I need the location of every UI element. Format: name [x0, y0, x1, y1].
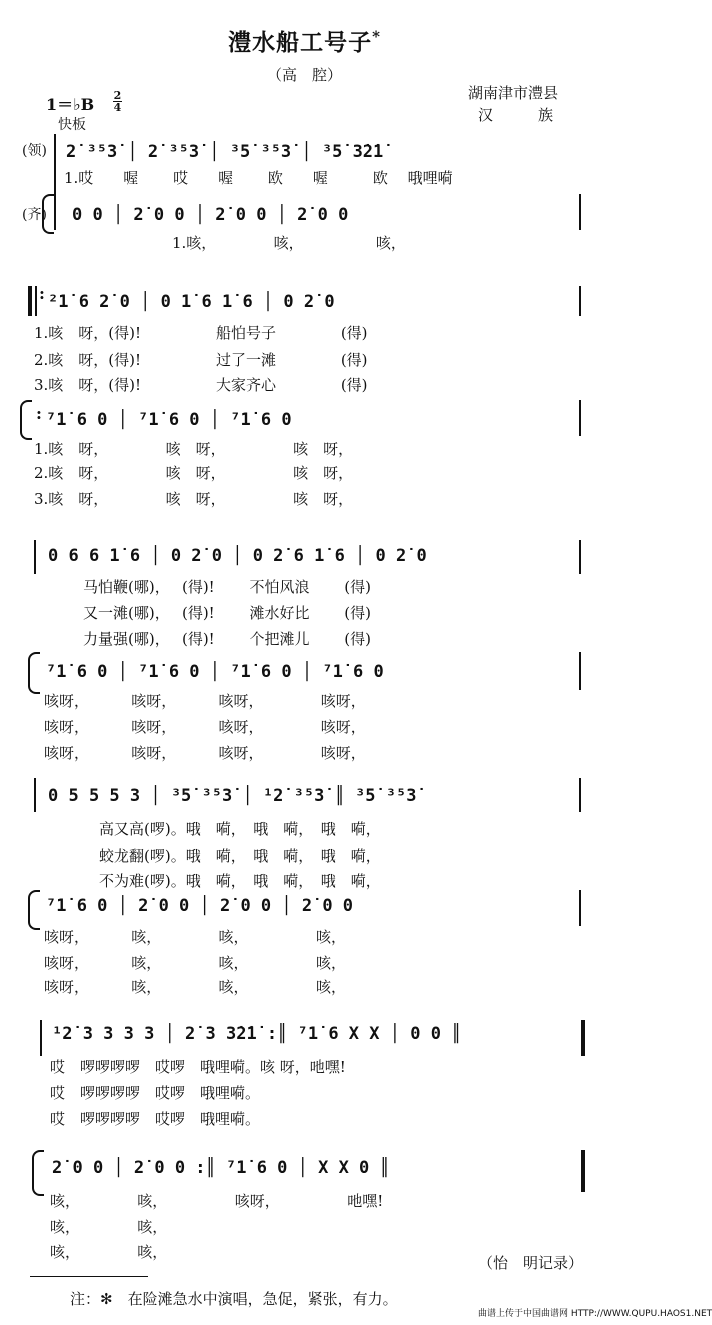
system-5-lead-lyrics-v2: 哎 啰啰啰啰 哎啰 哦哩嗬。: [50, 1084, 261, 1102]
page-title: 澧水船工号子*: [228, 27, 381, 56]
tempo-label: 快板: [58, 117, 86, 133]
system-5-chorus-lyrics-v1: 咳， 咳， 咳呀， 吔嘿!: [50, 1192, 384, 1210]
system-2-thin-barline: [35, 286, 37, 316]
watermark: 曲谱上传于中国曲谱网 HTTP://WWW.QUPU.HAOS1.NET: [478, 1309, 712, 1319]
system-3-chorus-lyrics-v3: 咳呀， 咳呀， 咳呀， 咳呀，: [44, 744, 366, 762]
system-4-lead-notes: 0 5 5 5 3 │ ³5̇ ³⁵3̇ │ ¹2̇ ³⁵3̇ ║ ³5̇ ³⁵3̇: [48, 786, 417, 806]
system-3-lead-end-barline: [579, 540, 581, 574]
system-2-repeat-dots: :: [39, 284, 45, 303]
system-4-chorus-notes: ⁷1̇ 6 0 │ 2̇ 0 0 │ 2̇ 0 0 │ 2̇ 0 0: [46, 896, 354, 916]
system-3-start-barline: [34, 540, 36, 574]
system-5-chorus-lyrics-v3: 咳， 咳，: [50, 1243, 168, 1261]
system-1-lead-lyrics: 1.哎 喔 哎 喔 欧 喔 欧 哦哩嗬: [64, 169, 453, 187]
system-3-lead-lyrics-v3: 力量强(哪)， (得)! 个把滩儿 (得): [68, 630, 371, 648]
system-2-chorus-lyrics-v3: 3.咳 呀， 咳 呀， 咳 呀，: [34, 490, 354, 508]
system-5-lead-lyrics-v3: 哎 啰啰啰啰 哎啰 哦哩嗬。: [50, 1110, 261, 1128]
system-2-brace: [20, 400, 32, 440]
system-2-lead-notes: ²1̇ 6 2̇ 0 │ 0 1̇ 6 1̇ 6 │ 0 2̇ 0: [48, 292, 335, 312]
system-4-lead-lyrics-v1: 高又高(啰)。哦 嗬， 哦 嗬， 哦 嗬，: [84, 820, 381, 838]
system-2-thick-barline: [28, 286, 32, 316]
system-4-chorus-lyrics-v2: 咳呀， 咳， 咳， 咳，: [44, 954, 347, 972]
time-signature: 2 4: [113, 89, 122, 114]
system-3-brace: [28, 652, 40, 694]
system-2-chorus-notes: ⁷1̇ 6 0 │ ⁷1̇ 6 0 │ ⁷1̇ 6 0: [46, 410, 292, 430]
system-2-chorus-lyrics-v2: 2.咳 呀， 咳 呀， 咳 呀，: [34, 464, 354, 482]
region-label: 湖南津市澧县: [468, 84, 559, 102]
system-4-chorus-lyrics-v1: 咳呀， 咳， 咳， 咳，: [44, 928, 347, 946]
footnote-divider: [30, 1276, 148, 1277]
system-4-lead-lyrics-v3: 不为难(啰)。哦 嗬， 哦 嗬， 哦 嗬，: [84, 872, 381, 890]
system-2-lead-lyrics-v2: 2.咳 呀，(得)! 过了一滩 (得): [34, 351, 368, 369]
system-5-chorus-lyrics-v2: 咳， 咳，: [50, 1218, 168, 1236]
system-4-brace: [28, 890, 40, 930]
system-4-lead-lyrics-v2: 蛟龙翻(啰)。哦 嗬， 哦 嗬， 哦 嗬，: [84, 847, 381, 865]
subtitle: （高 腔）: [266, 66, 342, 84]
system-5-lead-notes: ¹2̇ 3 3 3 3 │ 2̇ 3 3̇2̇1̇ :║ ⁷1̇ 6 X X │ 0 0 ║: [52, 1024, 462, 1044]
system-4-lead-end-barline: [579, 778, 581, 812]
system-1-start-barline: [54, 134, 56, 230]
chorus-part-label: (齐): [22, 207, 47, 223]
system-2-chorus-lyrics-v1: 1.咳 呀， 咳 呀， 咳 呀，: [34, 440, 354, 458]
system-1-chorus-notes: 0 0 │ 2̇ 0 0 │ 2̇ 0 0 │ 2̇ 0 0: [72, 205, 349, 225]
footnote: 注：✻ 在险滩急水中演唱，急促，紧张，有力。: [70, 1290, 398, 1308]
system-1-chorus-lyrics: 1.咳， 咳， 咳，: [172, 234, 406, 252]
system-3-chorus-end-barline: [579, 652, 581, 690]
system-3-chorus-lyrics-v1: 咳呀， 咳呀， 咳呀， 咳呀，: [44, 692, 366, 710]
system-2-chorus-end-barline: [579, 400, 581, 436]
system-2-chorus-repeat-dots: :: [36, 404, 42, 423]
system-5-lead-lyrics-v1: 哎 啰啰啰啰 哎啰 哦哩嗬。咳 呀，吔嘿!: [50, 1058, 346, 1076]
key-signature: 1＝♭B: [46, 95, 95, 114]
system-4-chorus-lyrics-v3: 咳呀， 咳， 咳， 咳，: [44, 978, 347, 996]
ethnicity-label: 汉 族: [478, 106, 554, 124]
system-4-chorus-end-barline: [579, 890, 581, 926]
title-asterisk: *: [372, 27, 381, 46]
lead-part-label: (领): [22, 143, 47, 159]
system-2-lead-lyrics-v3: 3.咳 呀，(得)! 大家齐心 (得): [34, 376, 368, 394]
system-5-chorus-final-barline: [581, 1150, 585, 1192]
system-2-lead-lyrics-v1: 1.咳 呀，(得)! 船怕号子 (得): [34, 324, 368, 342]
system-3-chorus-notes: ⁷1̇ 6 0 │ ⁷1̇ 6 0 │ ⁷1̇ 6 0 │ ⁷1̇ 6 0: [46, 662, 384, 682]
system-1-brace: [42, 194, 54, 234]
system-2-lead-end-barline: [579, 286, 581, 316]
system-1-end-barline: [579, 194, 581, 230]
system-5-lead-final-barline: [581, 1020, 585, 1056]
system-3-lead-notes: 0 6 6 1̇ 6 │ 0 2̇ 0 │ 0 2̇ 6 1̇ 6 │ 0 2̇ 0: [48, 546, 427, 566]
system-5-brace: [32, 1150, 44, 1196]
system-4-start-barline: [34, 778, 36, 812]
recorder-credit: （怡 明记录）: [478, 1254, 584, 1272]
system-3-lead-lyrics-v1: 马怕鞭(哪)， (得)! 不怕风浪 (得): [68, 578, 371, 596]
system-3-lead-lyrics-v2: 又一滩(哪)， (得)! 滩水好比 (得): [68, 604, 371, 622]
system-5-chorus-notes: 2̇ 0 0 │ 2̇ 0 0 :║ ⁷1̇ 6 0 │ X X 0 ║: [52, 1158, 390, 1178]
system-3-chorus-lyrics-v2: 咳呀， 咳呀， 咳呀， 咳呀，: [44, 718, 366, 736]
system-5-start-barline: [40, 1020, 42, 1056]
system-1-lead-notes: 2̇ ³⁵3̇ │ 2̇ ³⁵3̇ │ ³5̇ ³⁵3̇ │ ³5̇ 3̇2̇1̇: [66, 142, 384, 162]
